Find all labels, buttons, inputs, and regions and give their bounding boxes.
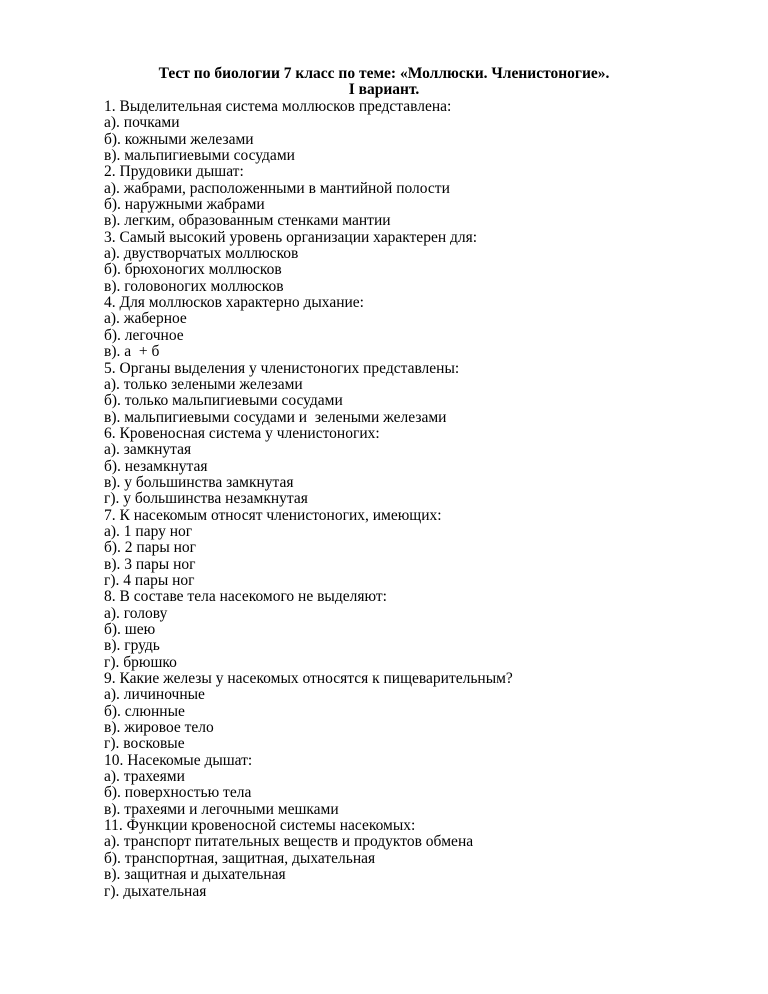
answer-option: г). 4 пары ног bbox=[104, 571, 195, 589]
answer-option: в). трахеями и легочными мешками bbox=[104, 800, 339, 818]
answer-option: а). почками bbox=[104, 114, 180, 132]
question-list bbox=[104, 99, 744, 900]
question-text: 1. Выделительная система моллюсков представлена: bbox=[104, 98, 452, 115]
answer-option: б). легочное bbox=[104, 326, 184, 344]
answer-option: г). брюшко bbox=[104, 653, 177, 671]
answer-option: а). транспорт питательных веществ и продуктов обмена bbox=[104, 833, 474, 851]
answer-option: в). мальпигиевыми сосудами bbox=[104, 147, 295, 165]
question-text: 4. Для моллюсков характерно дыхание: bbox=[104, 294, 364, 312]
answer-option: а). голову bbox=[104, 604, 168, 622]
answer-option: в). мальпигиевыми сосудами и зелеными железами bbox=[104, 408, 447, 426]
answer-option: б). поверхностью тела bbox=[104, 784, 252, 802]
question-text: 3. Самый высокий уровень организации характерен для: bbox=[104, 228, 478, 246]
question-text: 5. Органы выделения у членистоногих представлены: bbox=[104, 359, 460, 377]
answer-option: б). 2 пары ног bbox=[104, 539, 197, 557]
answer-option: в). защитная и дыхательная bbox=[104, 866, 286, 884]
answer-option: б). наружными жабрами bbox=[104, 196, 265, 214]
answer-option: б). шею bbox=[104, 621, 156, 638]
answer-option: б). незамкнутая bbox=[104, 457, 208, 475]
answer-option: а). только зелеными железами bbox=[104, 375, 303, 393]
question-text: 6. Кровеносная система у членистоногих: bbox=[104, 424, 380, 442]
document-title: Тест по биологии 7 класс по теме: «Моллюски. Членистоногие». bbox=[158, 65, 610, 82]
answer-option: а). 1 пару ног bbox=[104, 522, 193, 540]
question-text: 11. Функции кровеносной системы насекомых: bbox=[104, 817, 416, 835]
answer-option: а). личиночные bbox=[104, 686, 205, 704]
answer-option: а). жабрами, расположенными в мантийной полости bbox=[104, 179, 450, 197]
answer-option: б). кожными железами bbox=[104, 130, 254, 148]
answer-option: в). у большинства замкнутая bbox=[104, 473, 294, 491]
answer-option: в). легким, образованным стенками мантии bbox=[104, 212, 391, 230]
answer-option: б). слюнные bbox=[104, 702, 185, 720]
answer-option: г). восковые bbox=[104, 735, 185, 753]
answer-option: в). жировое тело bbox=[104, 719, 214, 737]
answer-option: в). головоногих моллюсков bbox=[104, 277, 284, 295]
answer-option: г). у большинства незамкнутая bbox=[104, 490, 308, 508]
answer-option: б). брюхоногих моллюсков bbox=[104, 261, 282, 279]
answer-option: в). грудь bbox=[104, 637, 160, 655]
answer-option: а). жаберное bbox=[104, 310, 187, 328]
variant-label: I вариант. bbox=[348, 81, 420, 98]
answer-option: а). двустворчатых моллюсков bbox=[104, 245, 299, 263]
answer-option: а). трахеями bbox=[104, 768, 185, 786]
answer-option: б). только мальпигиевыми сосудами bbox=[104, 392, 343, 410]
answer-option: г). дыхательная bbox=[104, 882, 207, 900]
question-text: 2. Прудовики дышат: bbox=[104, 163, 244, 181]
answer-option: а). замкнутая bbox=[104, 441, 192, 459]
answer-option: б). транспортная, защитная, дыхательная bbox=[104, 849, 376, 867]
answer-option: в). а + б bbox=[104, 343, 160, 361]
question-text: 7. К насекомым относят членистоногих, имеющих: bbox=[104, 506, 442, 524]
answer-option: в). 3 пары ног bbox=[104, 555, 196, 573]
question-text: 9. Какие железы у насекомых относятся к пищеварительным? bbox=[104, 670, 513, 688]
question-text: 10. Насекомые дышат: bbox=[104, 751, 253, 769]
question-text: 8. В составе тела насекомого не выделяют: bbox=[104, 588, 387, 606]
